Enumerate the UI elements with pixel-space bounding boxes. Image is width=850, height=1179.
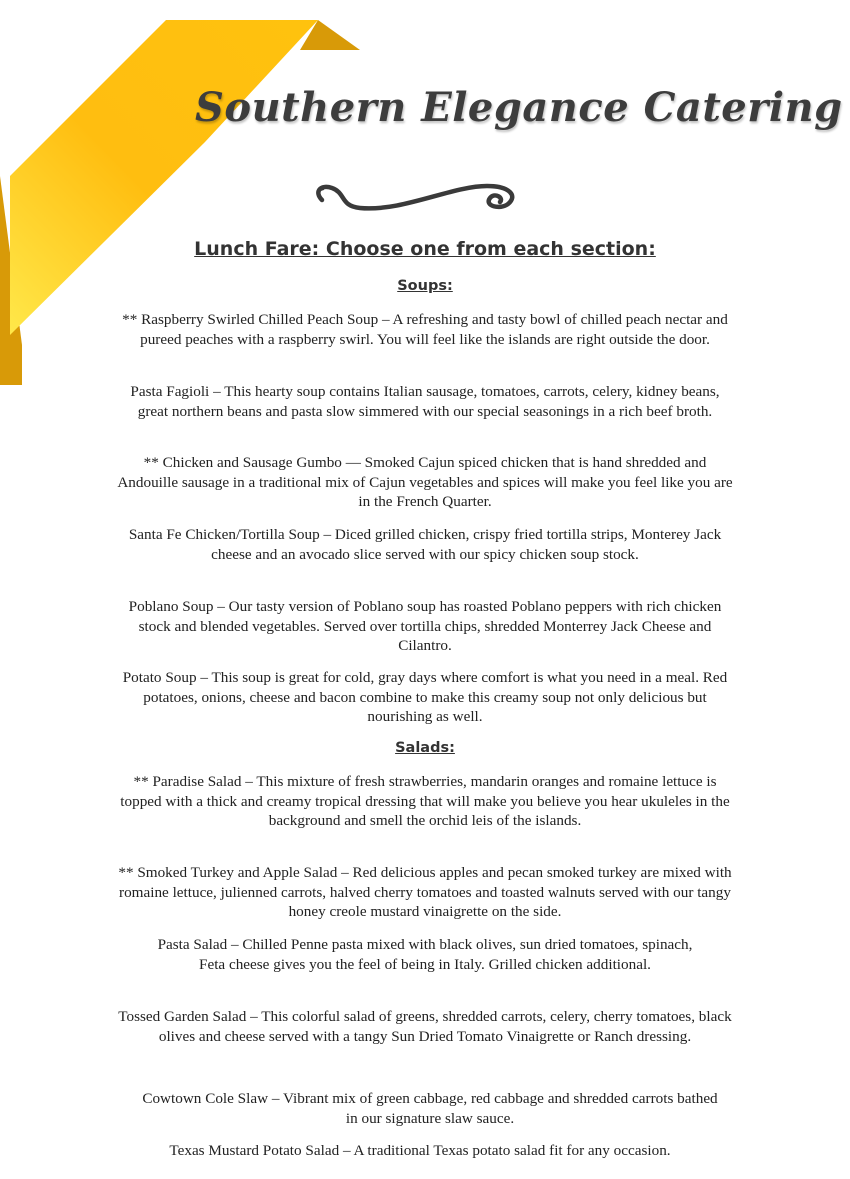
salad-item: ** Smoked Turkey and Apple Salad – Red delicious apples and pecan smoked turkey are mixed with romaine lettuce, julienned carrots, halved cherry tomatoes and toasted walnuts served with our tangy honey creole mustard vinaigrette on the side. — [118, 864, 732, 920]
soup-item: Poblano Soup – Our tasty version of Poblano soup has roasted Poblano peppers with rich chicken stock and blended vegetables. Served over tortilla chips, shredded Monterrey Jack Cheese and Cilantro. — [128, 598, 722, 654]
soup-item: Potato Soup – This soup is great for cold, gray days where comfort is what you need in a meal. Red potatoes, onions, cheese and bacon combine to make this creamy soup not only delicious but nourishing as well. — [122, 669, 728, 725]
soup-item: Pasta Fagioli – This hearty soup contains Italian sausage, tomatoes, carrots, celery, kidney beans, great northern beans and pasta slow simmered with our special seasonings in a rich beef broth. — [130, 383, 720, 420]
salad-item: ** Paradise Salad – This mixture of fresh strawberries, mandarin oranges and romaine lettuce is topped with a thick and creamy tropical dressing that will make you believe you hear ukuleles in the background and smell the orchid leis of the islands. — [120, 773, 730, 829]
swirl-divider-icon — [312, 176, 522, 216]
soup-item: Santa Fe Chicken/Tortilla Soup – Diced grilled chicken, crispy fried tortilla strips, Monterey Jack cheese and an avocado slice served with our spicy chicken soup stock. — [128, 526, 722, 563]
soups-label: Soups: — [397, 278, 453, 294]
soup-item: ** Raspberry Swirled Chilled Peach Soup – A refreshing and tasty bowl of chilled peach nectar and pureed peaches with a raspberry swirl. You will feel like the islands are right outside the door. — [122, 311, 728, 348]
menu-heading: Lunch Fare: Choose one from each section: — [194, 238, 656, 260]
salad-item: Pasta Salad – Chilled Penne pasta mixed with black olives, sun dried tomatoes, spinach, Feta cheese gives you the feel of being in Italy. Grilled chicken additional. — [157, 936, 693, 973]
salad-item: Tossed Garden Salad – This colorful salad of greens, shredded carrots, celery, cherry tomatoes, black olives and cheese served with a tangy Sun Dried Tomato Vinaigrette or Ranch dressing. — [118, 1008, 732, 1045]
salads-label: Salads: — [395, 740, 455, 756]
salad-item: Texas Mustard Potato Salad – A traditional Texas potato salad fit for any occasion. — [169, 1142, 671, 1159]
salad-item: Cowtown Cole Slaw – Vibrant mix of green cabbage, red cabbage and shredded carrots bathed in our signature slaw sauce. — [142, 1090, 718, 1127]
soup-item: ** Chicken and Sausage Gumbo — Smoked Cajun spiced chicken that is hand shredded and Andouille sausage in a traditional mix of Cajun vegetables and spices will make you feel like you are in the French Quarter. — [117, 454, 733, 510]
company-title: Southern Elegance Catering — [195, 84, 843, 131]
